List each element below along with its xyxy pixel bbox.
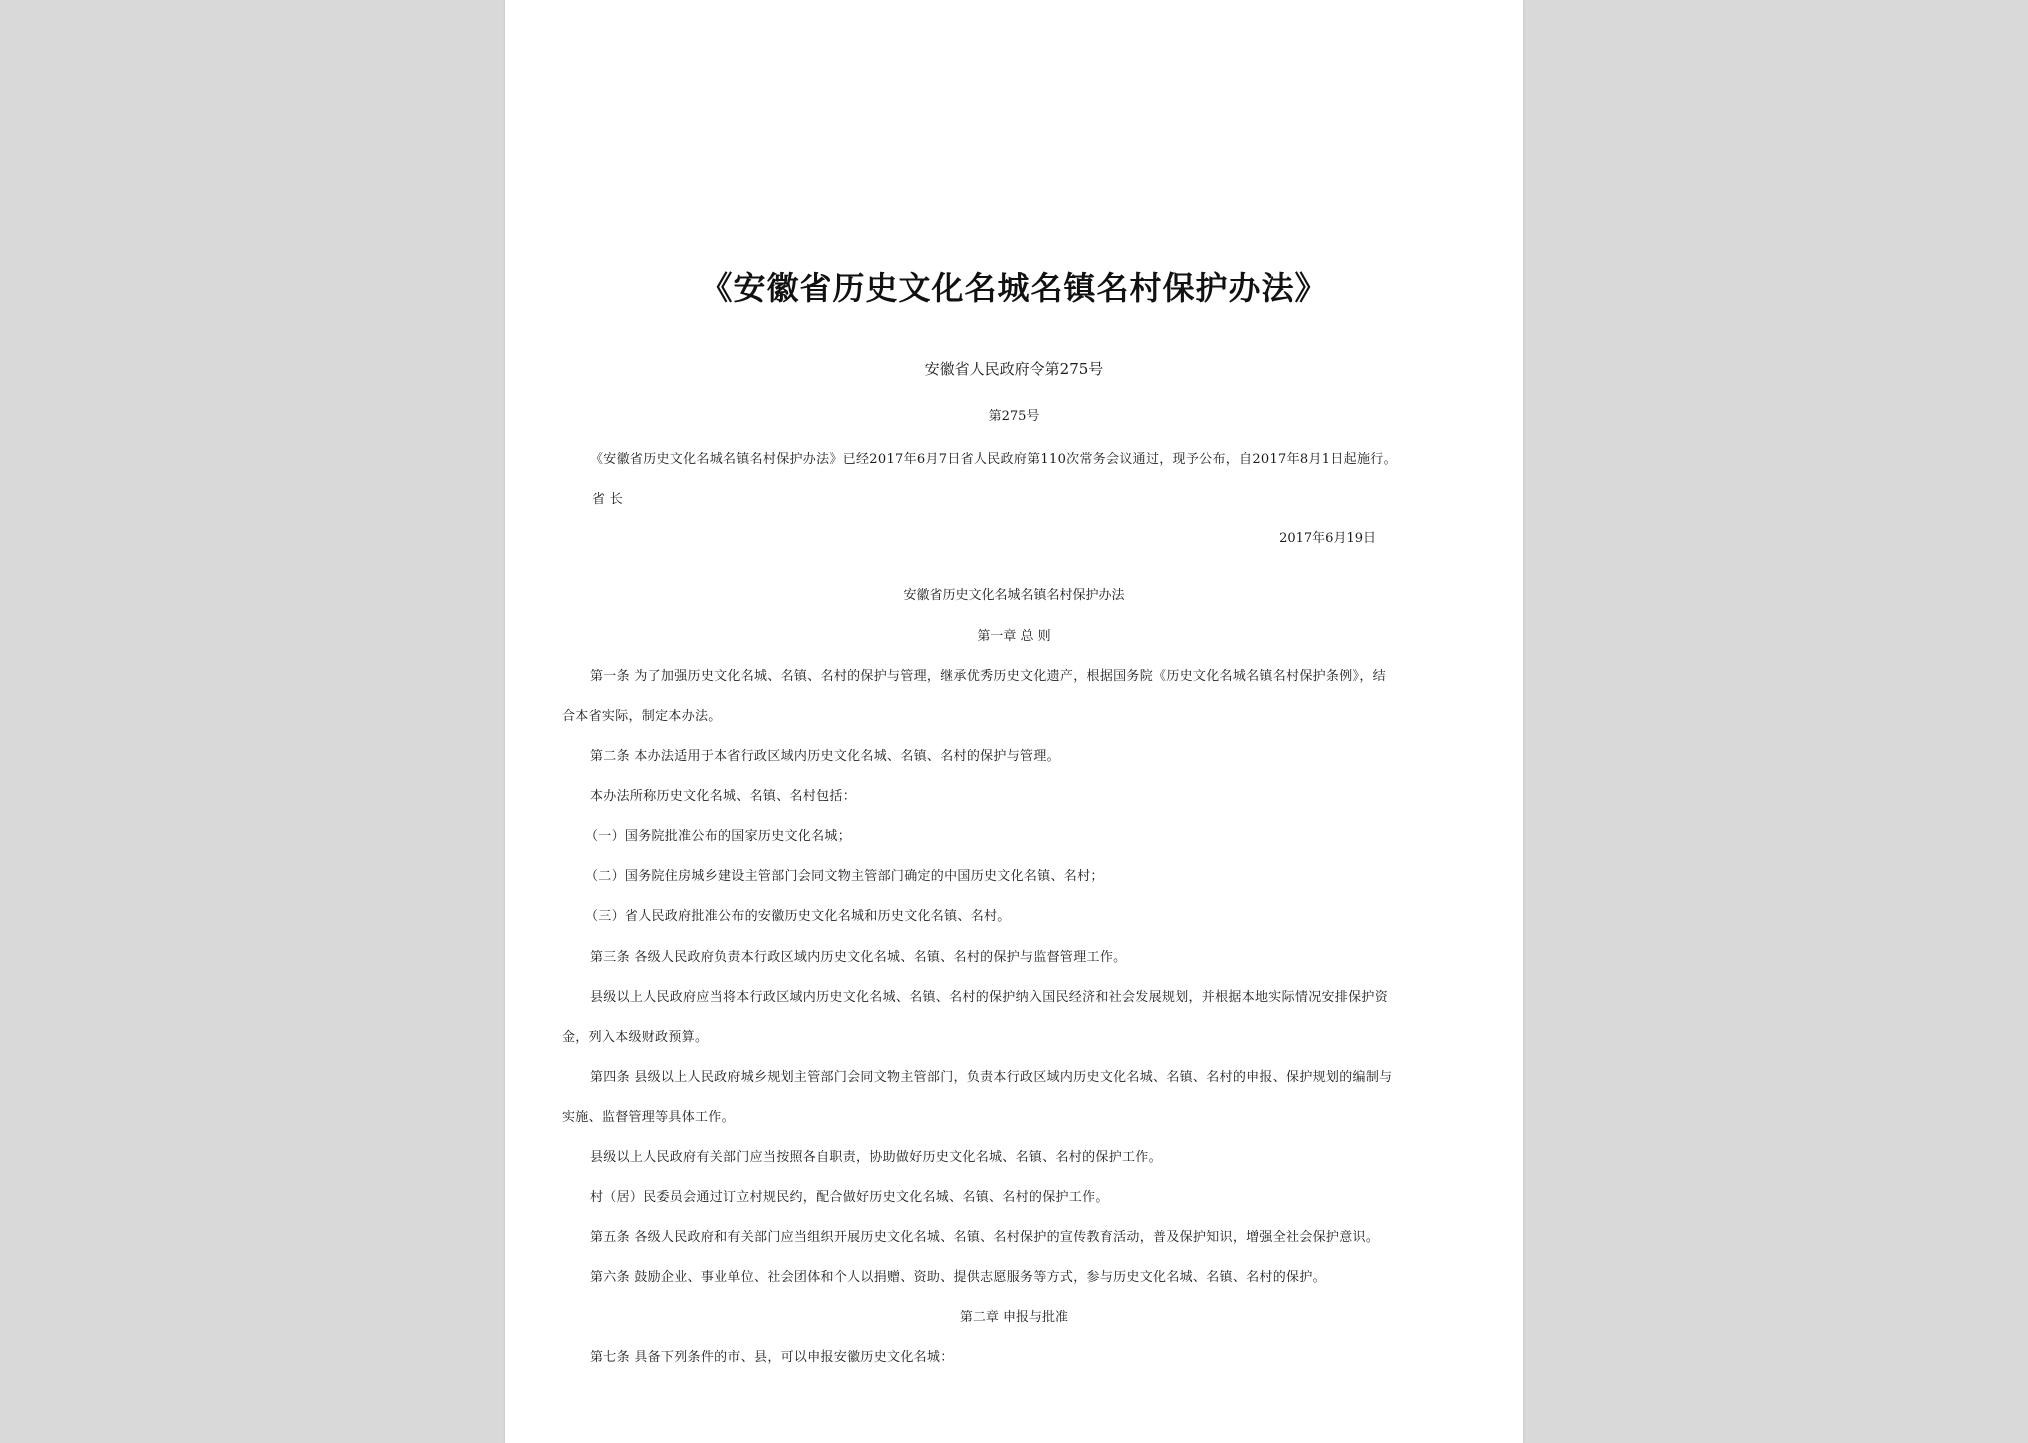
- promulgation-text: 《安徽省历史文化名城名镇名村保护办法》已经2017年6月7日省人民政府第110次常务会议通过，现予公布，自2017年8月1日起施行。: [590, 452, 1397, 467]
- article-1-line-2: 合本省实际，制定本办法。: [562, 709, 722, 724]
- order-number: 第275号: [988, 409, 1040, 424]
- chapter-heading-2: 第二章 申报与批准: [959, 1310, 1069, 1325]
- article-3-p2-line-2: 金，列入本级财政预算。: [562, 1030, 709, 1045]
- list-item-3: （三）省人民政府批准公布的安徽历史文化名城和历史文化名镇、名村。: [585, 909, 1011, 924]
- article-2: 第二条 本办法适用于本省行政区域内历史文化名城、名镇、名村的保护与管理。: [590, 749, 1060, 764]
- article-4-p3: 村（居）民委员会通过订立村规民约，配合做好历史文化名城、名镇、名村的保护工作。: [590, 1190, 1109, 1205]
- article-4-line-1: 第四条 县级以上人民政府城乡规划主管部门会同文物主管部门，负责本行政区域内历史文化名城、名镇、名村的申报、保护规划的编制与: [590, 1070, 1393, 1085]
- document-title: 《安徽省历史文化名城名镇名村保护办法》: [700, 269, 1328, 307]
- list-item-2: （二）国务院住房城乡建设主管部门会同文物主管部门确定的中国历史文化名镇、名村；: [585, 869, 1104, 884]
- article-3-p2-line-1: 县级以上人民政府应当将本行政区域内历史文化名城、名镇、名村的保护纳入国民经济和社会发展规划，并根据本地实际情况安排保护资: [590, 990, 1389, 1005]
- document-page: [505, 0, 1523, 1443]
- signatory: 省 长: [592, 492, 624, 507]
- article-4-p2: 县级以上人民政府有关部门应当按照各自职责，协助做好历史文化名城、名镇、名村的保护工作。: [590, 1150, 1162, 1165]
- chapter-heading-1: 第一章 总 则: [977, 629, 1051, 644]
- list-item-1: （一）国务院批准公布的国家历史文化名城；: [585, 829, 852, 844]
- decree-subtitle: 安徽省人民政府令第275号: [924, 360, 1104, 378]
- article-5: 第五条 各级人民政府和有关部门应当组织开展历史文化名城、名镇、名村保护的宣传教育活动，普及保护知识，增强全社会保护意识。: [590, 1230, 1380, 1245]
- article-6: 第六条 鼓励企业、事业单位、社会团体和个人以捐赠、资助、提供志愿服务等方式，参与历史文化名城、名镇、名村的保护。: [590, 1270, 1326, 1285]
- article-2-scope: 本办法所称历史文化名城、名镇、名村包括：: [590, 789, 857, 804]
- article-3: 第三条 各级人民政府负责本行政区域内历史文化名城、名镇、名村的保护与监督管理工作。: [590, 950, 1127, 965]
- article-1-line-1: 第一条 为了加强历史文化名城、名镇、名村的保护与管理，继承优秀历史文化遗产，根据国务院《历史文化名城名镇名村保护条例》，结: [590, 669, 1386, 684]
- article-4-line-2: 实施、监督管理等具体工作。: [562, 1110, 735, 1125]
- article-7: 第七条 具备下列条件的市、县，可以申报安徽历史文化名城：: [590, 1350, 954, 1365]
- signing-date: 2017年6月19日: [1279, 531, 1376, 546]
- regulation-title: 安徽省历史文化名城名镇名村保护办法: [903, 588, 1125, 603]
